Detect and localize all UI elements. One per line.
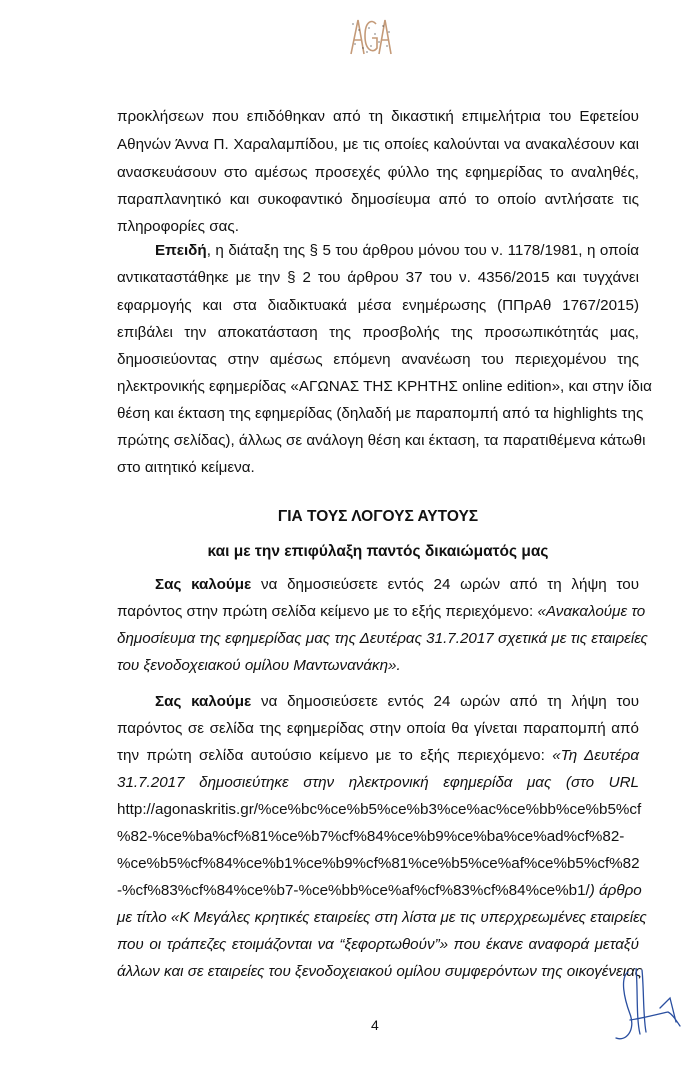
text-line: δημοσιεύοντας στην αμέσως επόμενη ανανέωση του περιεχομένου της bbox=[117, 351, 639, 368]
text-span: να δημοσιεύσετε εντός 24 ωρών από τη λήψη του bbox=[251, 693, 639, 710]
quoted-text: «Τη Δευτέρα bbox=[552, 747, 639, 764]
text-line bbox=[117, 881, 642, 901]
text-line bbox=[117, 241, 639, 261]
quoted-text-line: δημοσίευμα της εφημερίδας μας της Δευτέρας 31.7.2017 σχετικά με τις εταιρείες bbox=[117, 630, 648, 647]
text-line: επιβάλει την αποκατάσταση της προσβολής της προσωπικότητάς μας, bbox=[117, 324, 639, 341]
quoted-text: «Ανακαλούμε το bbox=[537, 603, 646, 620]
text-line bbox=[117, 746, 639, 766]
text-line: παραπλανητικό και συκοφαντικό δημοσίευμα από το οποίο αντλήσατε τις bbox=[117, 191, 639, 208]
text-line: πληροφορίες σας. bbox=[117, 218, 239, 235]
url-text: -%cf%83%cf%84%ce%b7-%ce%bb%ce%af%cf%83%cf%84%ce%b1/ bbox=[117, 882, 590, 899]
url-line: http://agonaskritis.gr/%ce%bc%ce%b5%ce%b3%ce%ac%ce%bb%ce%b5%cf bbox=[117, 801, 642, 818]
text-line: πρώτης σελίδας), άλλως σε ανάλογη θέση και έκταση, τα παρατιθέμενα κάτωθι bbox=[117, 432, 646, 449]
section-subheading: και με την επιφύλαξη παντός δικαιώματός μας bbox=[207, 543, 549, 560]
quoted-text-line: 31.7.2017 δημοσιεύτηκε στην ηλεκτρονική εφημερίδα μας (στο URL bbox=[117, 774, 639, 791]
bold-lead: Επειδή bbox=[155, 242, 207, 259]
text-span: παρόντος στην πρώτη σελίδα κείμενο με το εξής περιεχόμενο: bbox=[117, 603, 538, 620]
text-line: ηλεκτρονικής εφημερίδας «ΑΓΩΝΑΣ ΤΗΣ ΚΡΗΤΗΣ online edition», και στην ίδια bbox=[117, 378, 652, 395]
text-line: αντικαταστάθηκε με την § 2 του άρθρου 37 του ν. 4356/2015 και τυγχάνει bbox=[117, 269, 639, 286]
text-line bbox=[117, 602, 646, 622]
text-line: θέση και έκταση της εφημερίδας (δηλαδή με παραπομπή από τα highlights της bbox=[117, 405, 644, 422]
text-span: να δημοσιεύσετε εντός 24 ωρών από τη λήψη του bbox=[251, 576, 639, 593]
quoted-text: ) άρθρο bbox=[589, 882, 642, 899]
company-logo bbox=[349, 16, 393, 56]
url-line: %82-%ce%ba%cf%81%ce%b7%cf%84%ce%b9%ce%ba%ce%ad%cf%82- bbox=[117, 828, 625, 845]
text-line: παρόντος σε σελίδα της εφημερίδας στην οποία θα γίνεται παραπομπή από bbox=[117, 720, 639, 737]
bold-lead: Σας καλούμε bbox=[155, 576, 252, 593]
quoted-text-line: με τίτλο «Κ Μεγάλες κρητικές εταιρείες στη λίστα με τις υπερχρεωμένες εταιρείες bbox=[117, 909, 647, 926]
text-line: εφαρμογής και στα διαδικτυακά μέσα ενημέρωσης (ΠΠρΑθ 1767/2015) bbox=[117, 297, 639, 314]
text-line: Αθηνών Άννα Π. Χαραλαμπίδου, με τις οποίες καλούνται να ανακαλέσουν και bbox=[117, 136, 639, 153]
text-line: ανασκευάσουν στο αμέσως προσεχές φύλλο της εφημερίδας το αναληθές, bbox=[117, 164, 639, 181]
quoted-text-line: που οι τράπεζες ετοιμάζονται να “ξεφορτωθούν”» που έκανε αναφορά μεταξύ bbox=[117, 936, 639, 953]
section-heading: ΓΙΑ ΤΟΥΣ ΛΟΓΟΥΣ ΑΥΤΟΥΣ bbox=[277, 508, 479, 525]
text-span: την πρώτη σελίδα αυτούσιο κείμενο με το εξής περιεχόμενο: bbox=[117, 747, 553, 764]
handwritten-signature bbox=[610, 968, 685, 1048]
quoted-text-line: άλλων και σε εταιρείες του ξενοδοχειακού ομίλου συμφερόντων της οικογένειας bbox=[117, 963, 643, 980]
text-line: στο αιτητικό κείμενα. bbox=[117, 459, 255, 476]
quoted-text-line: του ξενοδοχειακού ομίλου Μαντωνανάκη». bbox=[117, 657, 401, 674]
text-line bbox=[117, 575, 639, 595]
url-line: %ce%b5%cf%84%ce%b1%ce%b9%cf%81%ce%b5%ce%af%ce%b5%cf%82 bbox=[117, 855, 640, 872]
text-span: , η διάταξη της § 5 του άρθρου μόνου του ν. 1178/1981, η οποία bbox=[206, 242, 639, 259]
bold-lead: Σας καλούμε bbox=[155, 693, 252, 710]
text-line bbox=[117, 692, 639, 712]
page-number: 4 bbox=[371, 1017, 379, 1033]
text-line: προκλήσεων που επιδόθηκαν από τη δικαστική επιμελήτρια του Εφετείου bbox=[117, 108, 639, 125]
